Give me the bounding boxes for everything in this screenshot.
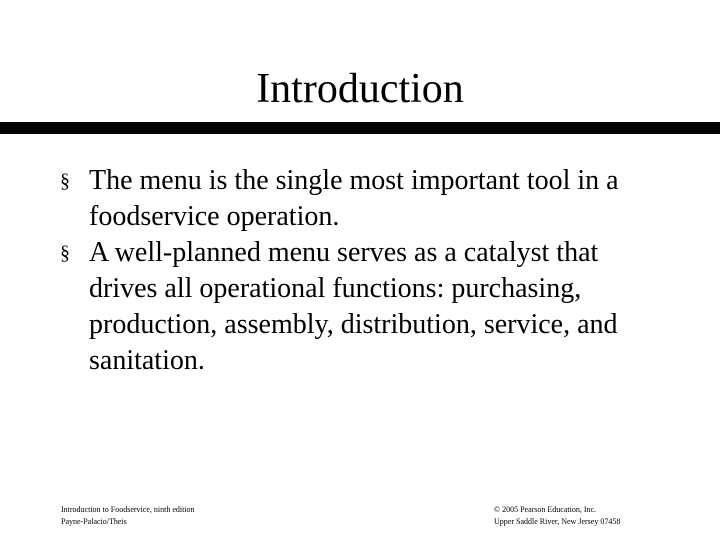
footer-authors: Payne-Palacio/Theis <box>61 517 127 526</box>
square-bullet-icon: § <box>60 170 70 192</box>
square-bullet-icon: § <box>60 242 70 264</box>
bullet-item <box>60 235 660 379</box>
bullet-list <box>60 163 660 379</box>
slide-title: Introduction <box>256 66 464 112</box>
bullet-item <box>60 163 660 235</box>
footer-copyright-line: © 2005 Pearson Education, Inc. <box>494 505 597 514</box>
footer-publisher-address: Upper Saddle River, New Jersey 07458 <box>494 517 621 526</box>
footer-copyright <box>494 504 620 528</box>
bullet-text: A well-planned menu serves as a catalyst that drives all operational functions: purchasing, production, assembly, distribution, service, and sanitation. <box>89 237 618 376</box>
footer-book-info <box>61 504 195 528</box>
bullet-text: The menu is the single most important tool in a foodservice operation. <box>89 165 619 232</box>
title-divider <box>0 122 720 134</box>
footer-book-title: Introduction to Foodservice, ninth edition <box>61 505 195 514</box>
